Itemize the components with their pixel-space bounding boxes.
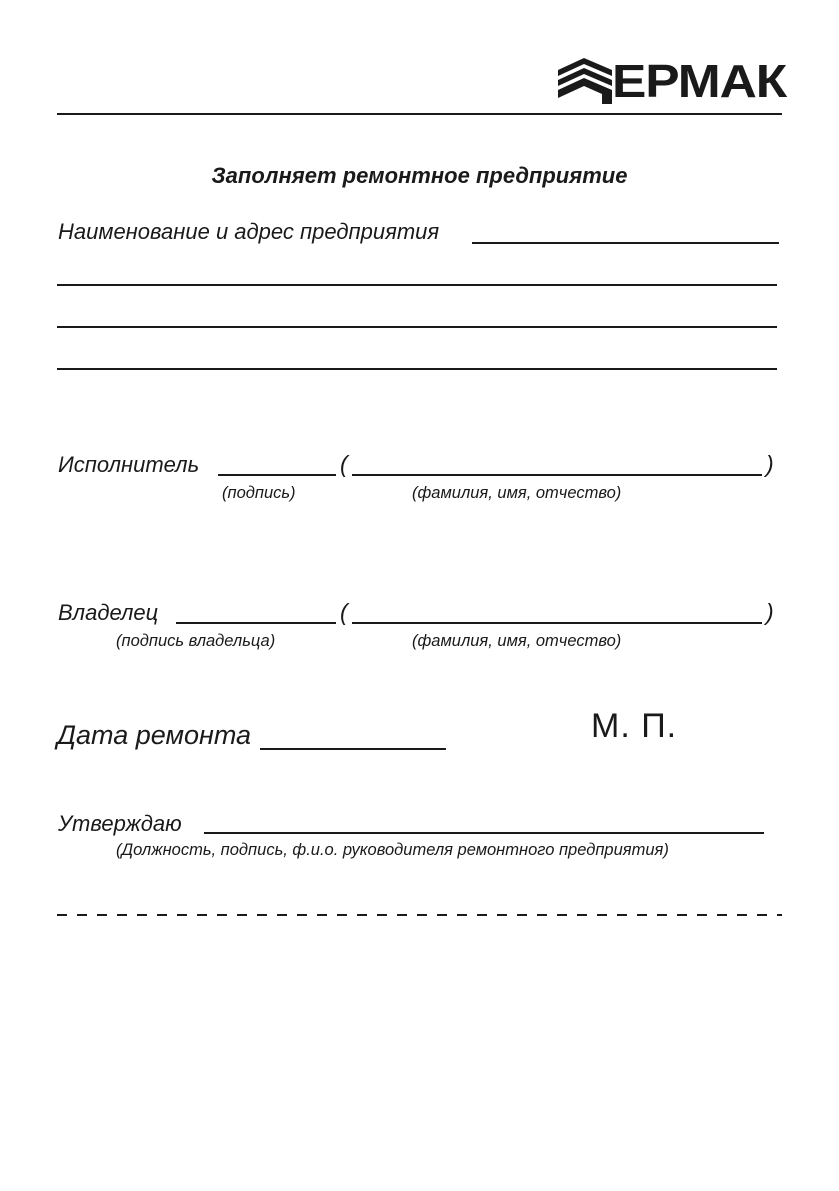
executor-signature-hint: (подпись) <box>222 484 296 502</box>
repair-date-label: Дата ремонта <box>57 720 252 750</box>
cut-line <box>57 904 782 908</box>
form-title: Заполняет ремонтное предприятие <box>211 163 628 188</box>
brand-name: ЕРМАК <box>612 55 787 107</box>
brand-logo-mark <box>554 56 614 106</box>
owner-name-line[interactable] <box>352 622 762 624</box>
executor-name-line[interactable] <box>352 474 762 476</box>
owner-paren-open: ( <box>340 599 348 625</box>
owner-signature-hint: (подпись владельца) <box>116 632 276 650</box>
executor-paren-close: ) <box>766 451 774 477</box>
owner-label: Владелец <box>58 600 159 625</box>
approve-label: Утверждаю <box>58 811 182 836</box>
cut-line-dashes <box>57 913 782 917</box>
enterprise-line-4[interactable] <box>57 368 777 370</box>
approve-line[interactable] <box>204 832 764 834</box>
enterprise-line-2[interactable] <box>57 284 777 286</box>
enterprise-label: Наименование и адрес предприятия <box>58 219 440 244</box>
brand-logo <box>554 56 786 106</box>
stamp-place-label: М. П. <box>591 707 678 745</box>
repair-date-line[interactable] <box>260 748 446 750</box>
enterprise-line-3[interactable] <box>57 326 777 328</box>
approve-hint: (Должность, подпись, ф.и.о. руководителя ремонтного предприятия) <box>116 841 669 859</box>
executor-signature-line[interactable] <box>218 474 336 476</box>
executor-paren-open: ( <box>340 451 348 477</box>
owner-paren-close: ) <box>766 599 774 625</box>
executor-name-hint: (фамилия, имя, отчество) <box>412 484 622 502</box>
enterprise-line-1[interactable] <box>472 242 779 244</box>
owner-signature-line[interactable] <box>176 622 336 624</box>
owner-name-hint: (фамилия, имя, отчество) <box>412 632 622 650</box>
executor-label: Исполнитель <box>58 452 200 477</box>
header-rule <box>57 113 782 115</box>
